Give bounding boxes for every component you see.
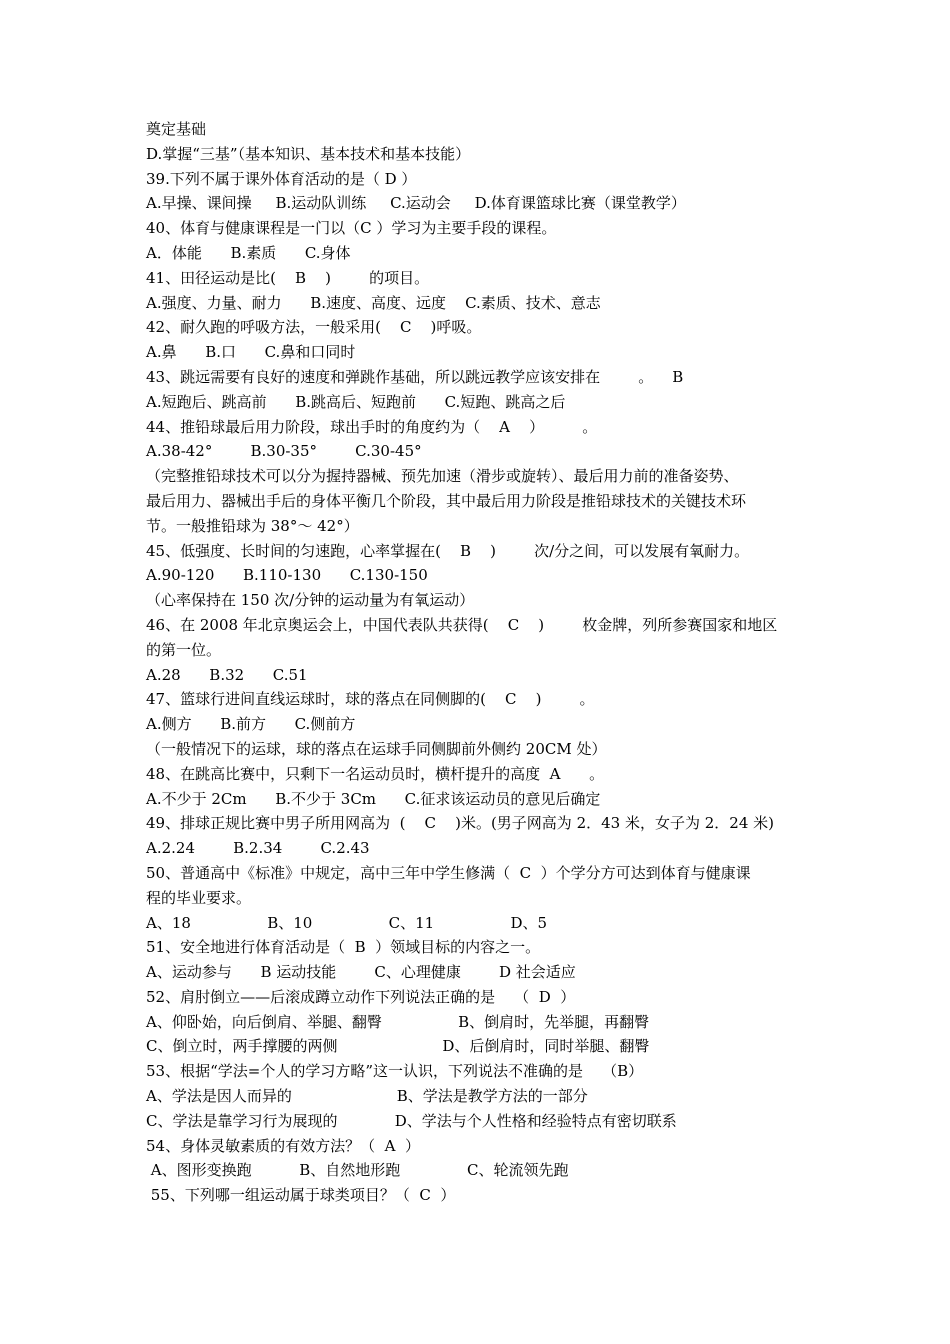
text-line: 51、安全地进行体育活动是（ B ）领域目标的内容之一。 (146, 938, 541, 957)
text-line: （心率保持在 150 次/分钟的运动量为有氧运动） (146, 591, 475, 610)
text-line: 50、普通高中《标准》中规定，高中三年中学生修满（ C ）个学分方可达到体育与健康课 (146, 863, 751, 882)
text-line: 53、根据“学法=个人的学习方略”这一认识，下列说法不准确的是 （B） (146, 1062, 644, 1081)
text-line: 45、低强度、长时间的匀速跑，心率掌握在( B ) 次/分之间，可以发展有氧耐力。 (146, 541, 750, 560)
text-line: 44、推铅球最后用力阶段，球出手时的角度约为（ A ） 。 (146, 417, 598, 436)
text-line: 奠定基础 (146, 120, 207, 138)
text-line: 程的毕业要求。 (146, 888, 252, 907)
text-line: 49、排球正规比赛中男子所用网高为 ( C )米。(男子网高为 2．43 米，女子为 2．24 米) (146, 814, 774, 833)
text-line: A、学法是因人而异的 B、学法是教学方法的一部分 (146, 1087, 588, 1106)
text-line: A、18 B、10 C、11 D、5 (146, 913, 548, 932)
text-line: 46、在 2008 年北京奥运会上，中国代表队共获得( C ) 枚金牌，列所参赛国家和地区 (146, 615, 778, 634)
text-line: A.鼻 B.口 C.鼻和口同时 (146, 343, 356, 362)
text-line: （一般情况下的运球，球的落点在运球手同侧脚前外侧约 20CM 处） (146, 739, 607, 758)
text-line: 54、身体灵敏素质的有效方法？（ A ） (146, 1136, 420, 1155)
text-line: A.不少于 2Cm B.不少于 3Cm C.征求该运动员的意见后确定 (146, 789, 601, 808)
text-line: 43、跳远需要有良好的速度和弹跳作基础，所以跳远教学应该安排在 。 B (146, 367, 684, 386)
text-line: 55、下列哪一组运动属于球类项目？（ C ） (146, 1186, 456, 1205)
text-line: A.38-42° B.30-35° C.30-45° (146, 442, 422, 461)
text-line: 47、篮球行进间直线运球时，球的落点在同侧脚的( C ) 。 (146, 690, 595, 709)
text-line: A．体能 B.素质 C.身体 (146, 243, 351, 262)
document-body (146, 117, 826, 1208)
text-line: 40、体育与健康课程是一门以（C ）学习为主要手段的课程。 (146, 219, 557, 238)
text-line: 52、肩肘倒立——后滚成蹲立动作下列说法正确的是 （ D ） (146, 987, 576, 1006)
text-line: 最后用力、器械出手后的身体平衡几个阶段，其中最后用力阶段是推铅球技术的关键技术环 (146, 491, 747, 510)
text-line: 节。一般推铅球为 38°～ 42°） (146, 516, 359, 535)
text-line: D.掌握“三基”（基本知识、基本技术和基本技能） (146, 144, 471, 163)
text-line: 的第一位。 (146, 640, 222, 659)
text-line: A.28 B.32 C.51 (146, 665, 308, 684)
text-line: C、倒立时，两手撑腰的两侧 D、后倒肩时，同时举腿、翻臀 (146, 1037, 650, 1056)
text-line: 42、耐久跑的呼吸方法，一般采用( C )呼吸。 (146, 318, 482, 337)
text-line: A.早操、课间操 B.运动队训练 C.运动会 D.体育课篮球比赛（课堂教学） (146, 194, 686, 213)
text-line: 39.下列不属于课外体育活动的是（ D ） (146, 169, 417, 188)
text-line: C、学法是靠学习行为展现的 D、学法与个人性格和经验特点有密切联系 (146, 1111, 677, 1130)
text-line: A.短跑后、跳高前 B.跳高后、短跑前 C.短跑、跳高之后 (146, 392, 566, 411)
text-line: A.2.24 B.2.34 C.2.43 (146, 839, 370, 858)
text-line: 41、田径运动是比( B ) 的项目。 (146, 268, 430, 287)
text-line: A、仰卧始，向后倒肩、举腿、翻臀 B、倒肩时，先举腿，再翻臀 (146, 1012, 650, 1031)
text-line: 48、在跳高比赛中，只剩下一名运动员时，横杆提升的高度 A 。 (146, 764, 605, 783)
text-line: A.强度、力量、耐力 B.速度、高度、远度 C.素质、技术、意志 (146, 293, 601, 312)
text-line: A、图形变换跑 B、自然地形跑 C、轮流领先跑 (146, 1161, 569, 1180)
text-line: A.侧方 B.前方 C.侧前方 (146, 715, 356, 734)
text-line: A、运动参与 B 运动技能 C、心理健康 D 社会适应 (146, 963, 576, 982)
text-line: （完整推铅球技术可以分为握持器械、预先加速（滑步或旋转）、最后用力前的准备姿势、 (146, 467, 739, 486)
text-line: A.90-120 B.110-130 C.130-150 (146, 566, 428, 585)
